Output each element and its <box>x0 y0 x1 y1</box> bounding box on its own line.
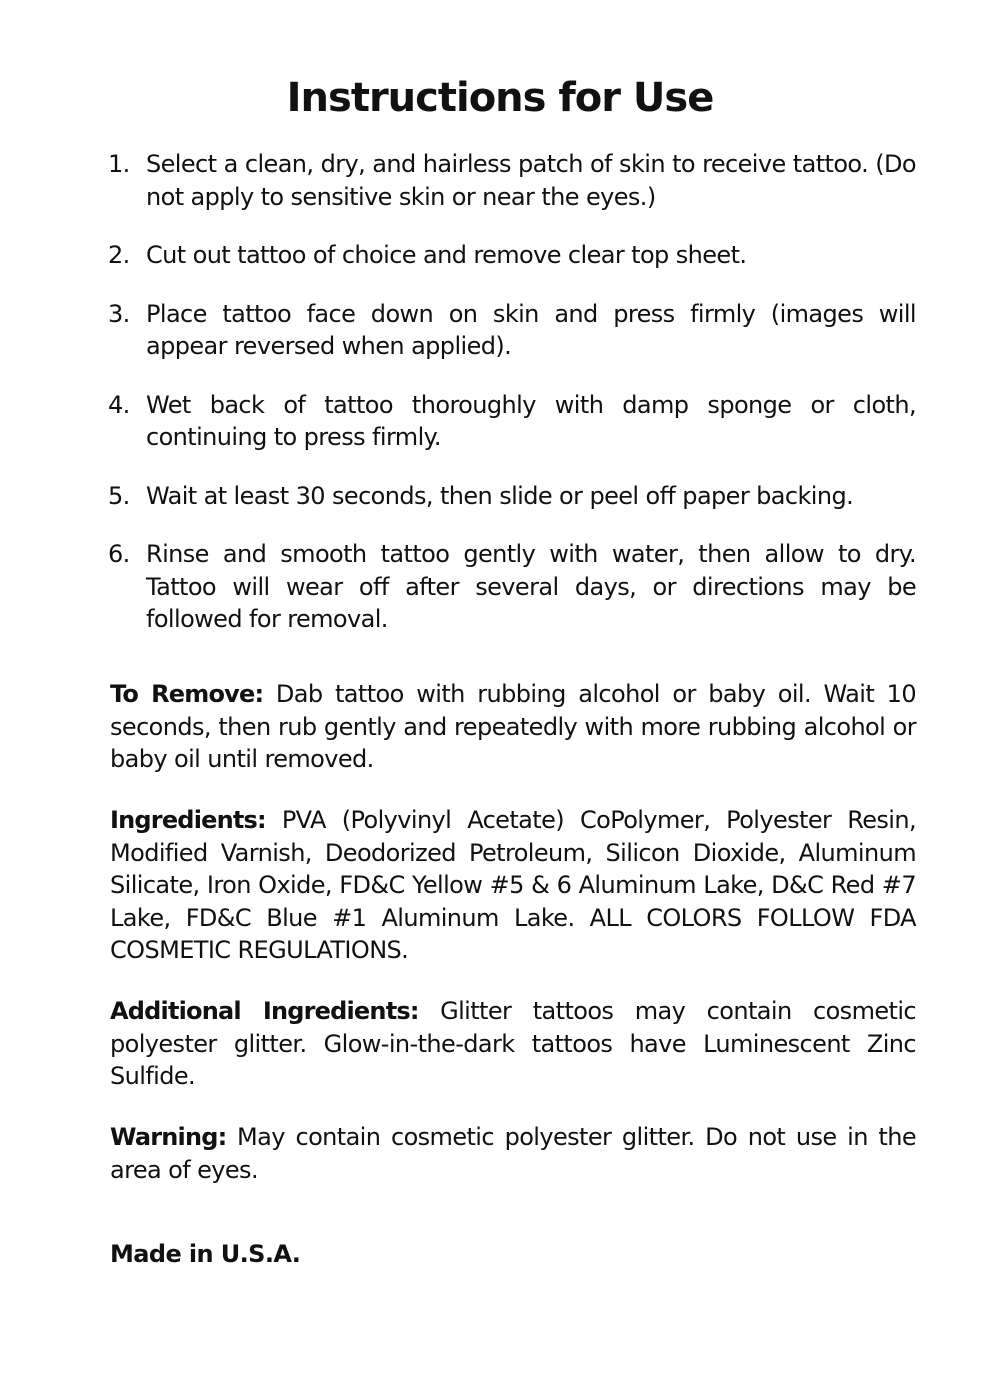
step-text: Place tattoo face down on skin and press firmly (images will appear reversed when applied). <box>146 299 916 360</box>
step-3 <box>108 298 916 363</box>
step-text: Select a clean, dry, and hairless patch of skin to receive tattoo. (Do not apply to sensitive skin or near the eyes.) <box>146 150 916 211</box>
step-1 <box>108 148 916 213</box>
step-number: 2. <box>108 241 130 269</box>
ingredients-text: PVA (Polyvinyl Acetate) CoPolymer, Polyester Resin, Modified Varnish, Deodorized Petroleum, Silicon Dioxide, Aluminum Silicate, Iron Oxide, FD&C Yellow #5 & 6 Aluminum Lake, D&C Red #7 Lake, FD&C Blue #1 Aluminum Lake. ALL COLORS FOLLOW FDA COSMETIC REGULATIONS. <box>110 806 916 964</box>
step-number: 4. <box>108 390 130 419</box>
step-text: Wait at least 30 seconds, then slide or peel off paper backing. <box>146 481 854 510</box>
step-4 <box>108 389 916 454</box>
step-5 <box>108 480 916 513</box>
remove-label: To Remove: <box>110 680 264 708</box>
step-text: Rinse and smooth tattoo gently with water, then allow to dry. Tattoo will wear off after several days, or directions may be followed for removal. <box>146 540 916 633</box>
step-text: Wet back of tattoo thoroughly with damp sponge or cloth, continuing to press firmly. <box>146 390 916 451</box>
step-number: 1. <box>108 150 130 178</box>
instruction-steps <box>108 148 916 636</box>
additional-ingredients-text: Glitter tattoos may contain cosmetic polyester glitter. Glow-in-the-dark tattoos have Luminescent Zinc Sulfide. <box>110 997 916 1090</box>
remove-section <box>110 678 916 776</box>
step-number: 5. <box>108 481 130 510</box>
additional-ingredients-label: Additional Ingredients: <box>110 997 419 1025</box>
warning-text: May contain cosmetic polyester glitter. Do not use in the area of eyes. <box>110 1123 916 1184</box>
additional-ingredients-section <box>110 995 916 1093</box>
remove-text: Dab tattoo with rubbing alcohol or baby oil. Wait 10 seconds, then rub gently and repeatedly with more rubbing alcohol or baby oil until removed. <box>110 680 916 773</box>
made-in-label: Made in U.S.A. <box>110 1240 301 1268</box>
step-2 <box>108 239 916 272</box>
step-6 <box>108 538 916 636</box>
warning-section <box>110 1121 916 1186</box>
warning-label: Warning: <box>110 1123 227 1151</box>
step-number: 6. <box>108 540 130 568</box>
step-text: Cut out tattoo of choice and remove clear top sheet. <box>146 241 747 269</box>
ingredients-label: Ingredients: <box>110 806 266 834</box>
step-number: 3. <box>108 299 130 328</box>
page-title: Instructions for Use <box>286 75 714 121</box>
ingredients-section <box>110 804 916 967</box>
